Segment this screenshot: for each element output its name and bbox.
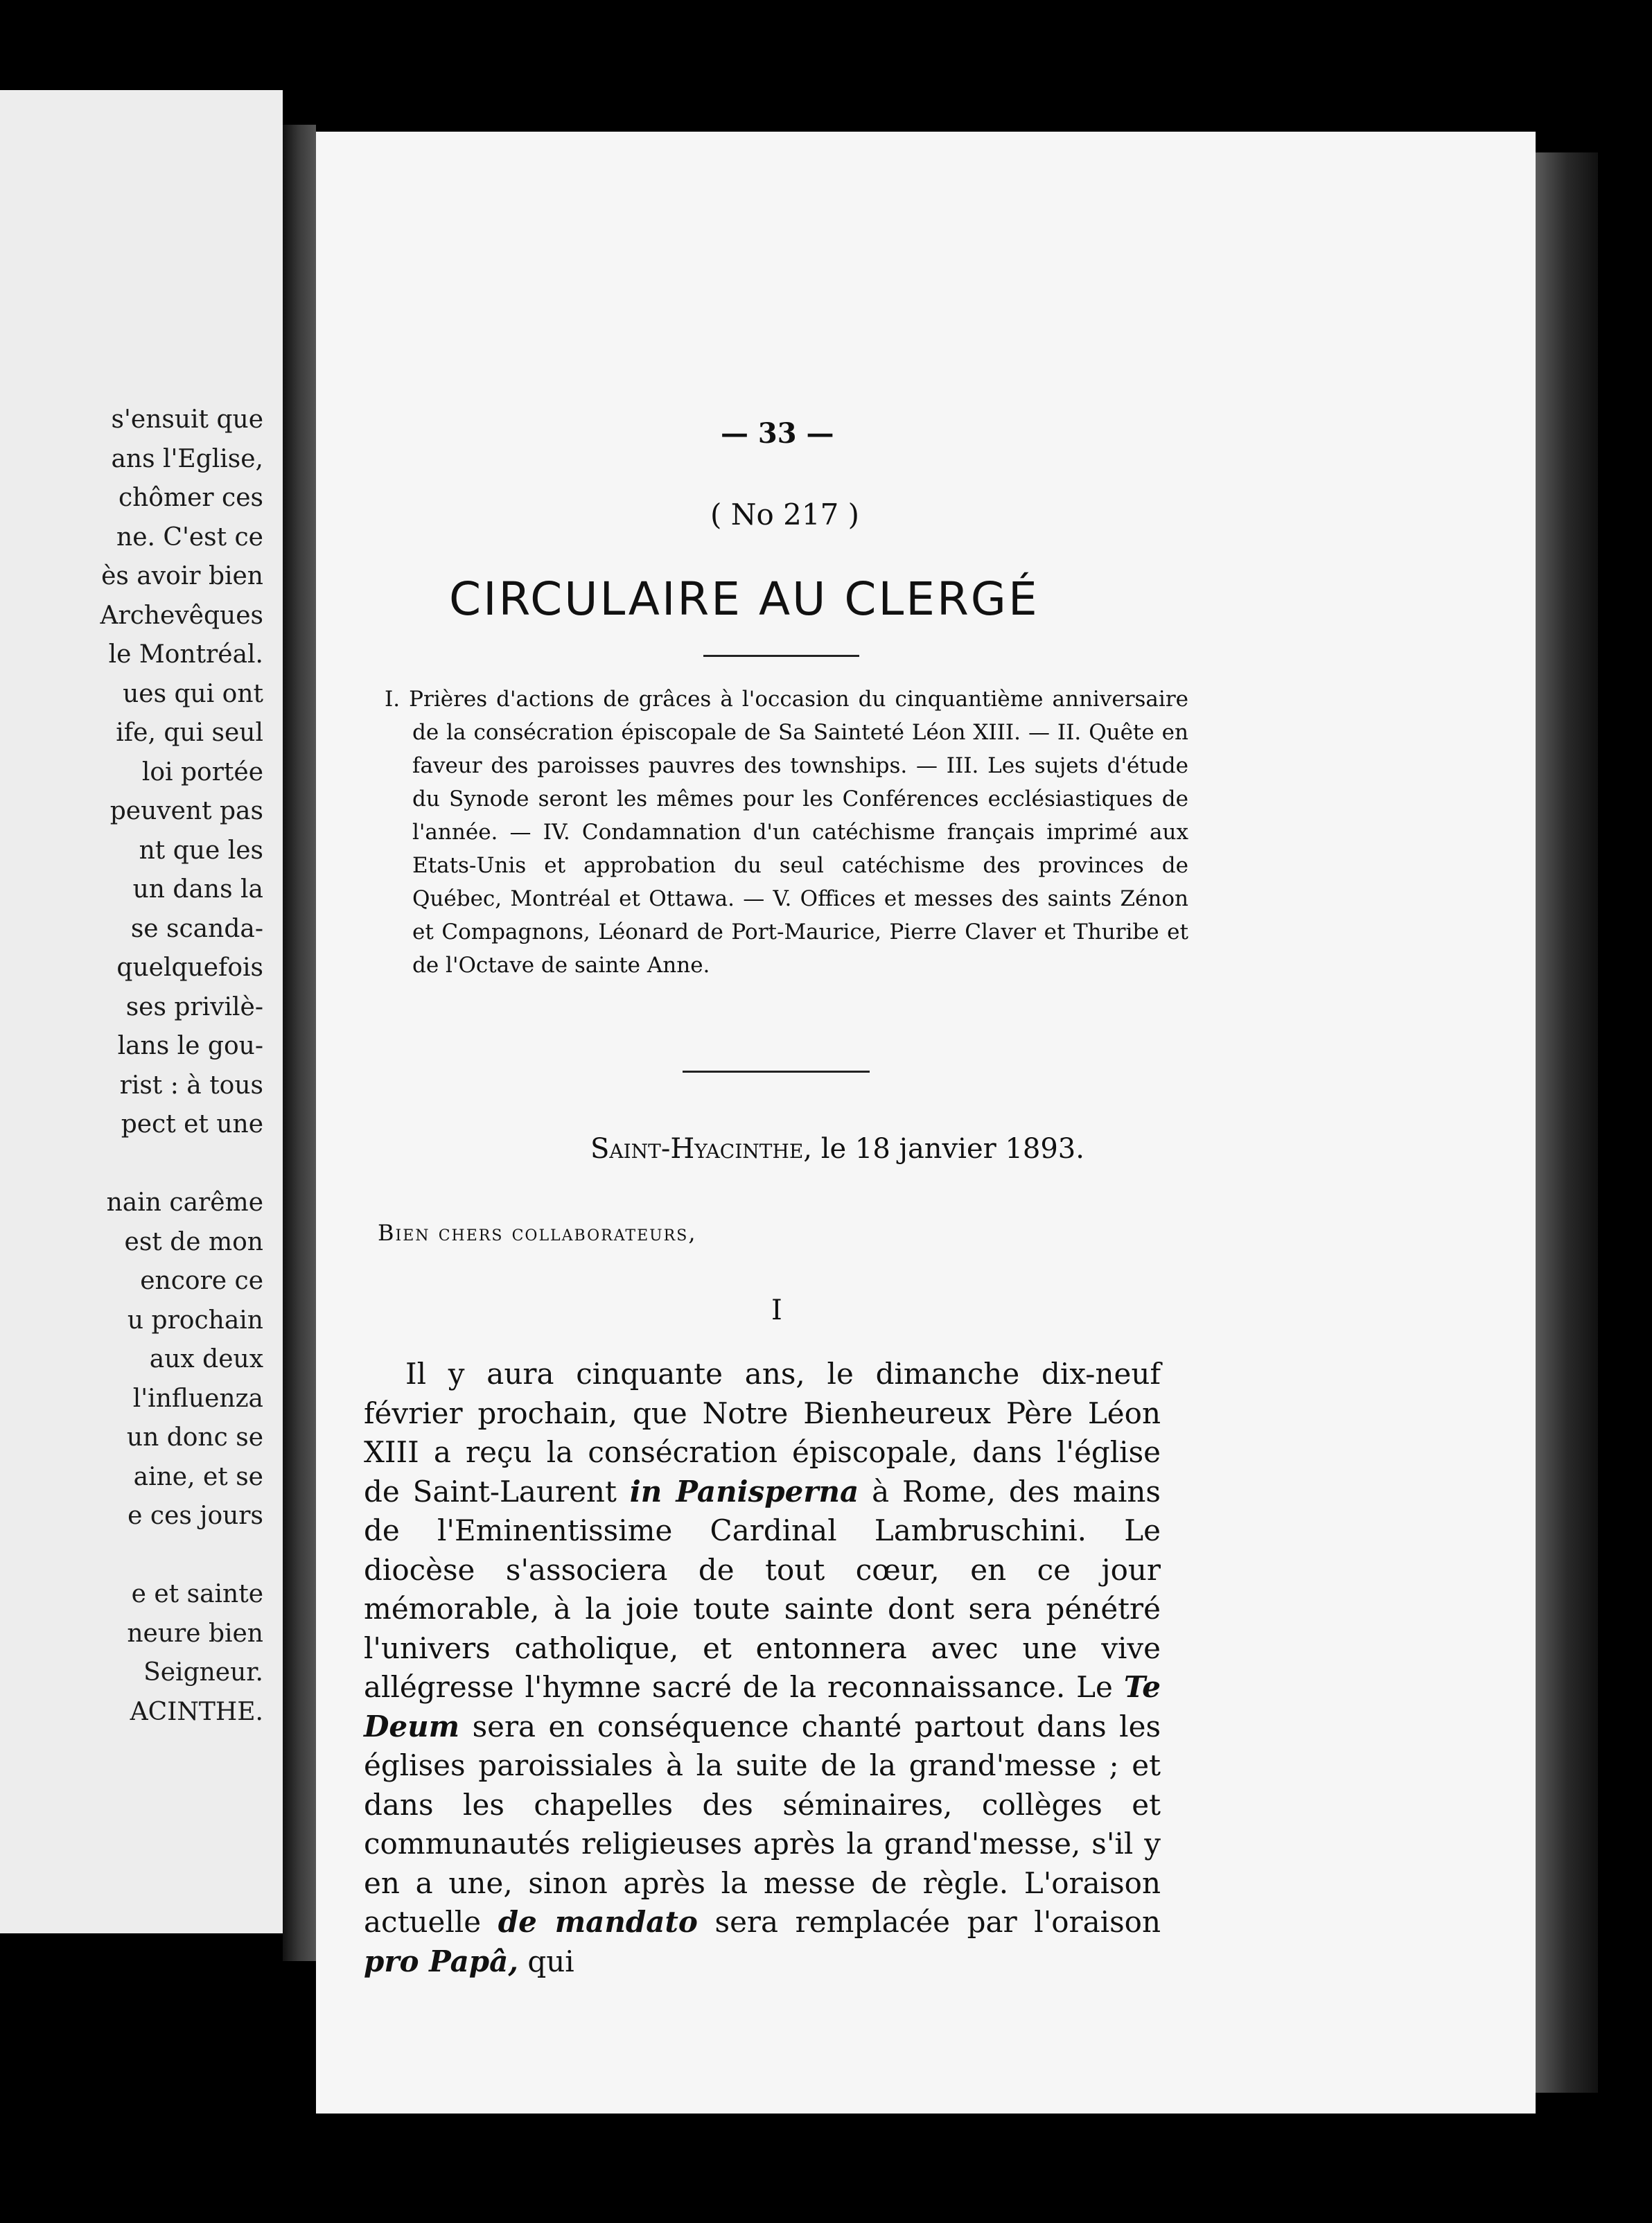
facing-page-line: encore ce — [140, 1267, 263, 1295]
book-gutter — [283, 125, 316, 1961]
facing-page-line: le Montréal. — [108, 640, 263, 669]
facing-page-line: ACINTHE. — [130, 1697, 263, 1726]
summary-paragraph: I. Prières d'actions de grâces à l'occasion du cinquantième anniversaire de la consécration épiscopale de Sa Sainteté Léon XIII. — II. Quête en faveur des paroisses pauvres des townships. — III. Les sujets d'étude du Synode seront les mêmes pour les Conférences ecclésiastiques de l'année. — IV. Condamnation d'un catéchisme français imprimé aux Etats-Unis et approbation du seul catéchisme des provinces de Québec, Montréal et Ottawa. — V. Offices et messes des saints Zénon et Compagnons, Léonard de Port-Maurice, Pierre Claver et Thuribe et de l'Octave de sainte Anne. — [385, 687, 1188, 978]
facing-page-line: ife, qui seul — [116, 719, 263, 747]
body-italic-in-panisperna: in Panisperna — [629, 1474, 859, 1509]
body-text-b: à Rome, des mains de l'Eminentissime Cardinal Lambruschini. Le diocèse s'associera de tout cœur, en ce jour mémorable, à la joie toute sainte dont sera pénétré l'univers catholique, et entonnera avec une vive allégresse l'hymne sacré de la reconnaissance. Le — [364, 1474, 1161, 1704]
facing-page-line: loi portée — [141, 757, 263, 787]
circular-number: ( No 217 ) — [710, 498, 860, 531]
facing-page-line: Seigneur. — [143, 1658, 263, 1687]
summary-rule — [683, 1071, 870, 1073]
body-italic-te-deum: Te Deum — [364, 1670, 1161, 1743]
facing-page-line: aux deux — [149, 1345, 263, 1373]
body-paragraph — [364, 1355, 1161, 1981]
page-number: — 33 — — [721, 417, 834, 450]
facing-page-line: neure bien — [127, 1619, 263, 1648]
dateline-place: Saint-Hyacinthe, — [590, 1133, 813, 1165]
facing-page-line: chômer ces — [118, 484, 263, 512]
facing-page-line: ès avoir bien — [101, 562, 263, 590]
facing-page-line: aine, et se — [133, 1462, 263, 1491]
facing-page-line: u prochain — [127, 1306, 263, 1335]
facing-page-line: un donc se — [126, 1423, 263, 1452]
dateline — [590, 1133, 1084, 1165]
facing-page-line: ses privilè- — [125, 992, 263, 1021]
facing-page-line: l'influenza — [132, 1384, 263, 1413]
salutation: Bien chers collaborateurs, — [378, 1220, 697, 1246]
facing-page-line: quelquefois — [116, 954, 263, 982]
facing-page-line: ne. C'est ce — [116, 522, 263, 552]
body-italic-de-mandato: de mandato — [498, 1905, 698, 1939]
body-text-d: sera remplacée par l'oraison — [697, 1905, 1161, 1939]
facing-page-line: e et sainte — [131, 1580, 263, 1608]
facing-page-line: Archevêques — [100, 601, 263, 630]
facing-page-line: ans l'Eglise, — [111, 444, 263, 473]
facing-page-line: nt que les — [139, 836, 263, 865]
facing-page-line: rist : à tous — [119, 1071, 263, 1100]
dateline-date: le 18 janvier 1893. — [820, 1133, 1084, 1165]
body-text-a: Il y aura cinquante ans, le dimanche dix-neuf février prochain, que Notre Bienheureux Père Léon XIII a reçu la consécration épiscopale, dans l'église de Saint-Laurent — [364, 1357, 1161, 1509]
section-numeral: I — [771, 1294, 782, 1326]
title-rule — [703, 655, 859, 657]
facing-page-line: lans le gou- — [117, 1032, 263, 1060]
page-edge — [1536, 152, 1598, 2093]
facing-page-line: ues qui ont — [123, 679, 263, 708]
facing-page-line: e ces jours — [128, 1502, 263, 1530]
facing-page — [0, 90, 283, 1933]
facing-page-line: s'ensuit que — [111, 405, 263, 434]
facing-page-line: pect et une — [121, 1110, 263, 1139]
body-italic-pro-papa: pro Papâ, — [364, 1944, 519, 1978]
facing-page-line: se scanda- — [130, 914, 263, 943]
facing-page-line: est de mon — [124, 1227, 263, 1256]
body-text-e: qui — [518, 1944, 574, 1978]
page-title: CIRCULAIRE AU CLERGÉ — [449, 572, 1039, 626]
body-text-c: sera en conséquence chanté partout dans les églises paroissiales à la suite de la grand'messe ; et dans les chapelles des séminaires, collèges et communautés religieuses après la grand'messe, s'il y en a une, sinon après la messe de règle. L'oraison actuelle — [364, 1709, 1161, 1939]
facing-page-line: peuvent pas — [109, 797, 263, 825]
facing-page-line: un dans la — [132, 875, 263, 904]
facing-page-line: nain carême — [106, 1188, 263, 1217]
